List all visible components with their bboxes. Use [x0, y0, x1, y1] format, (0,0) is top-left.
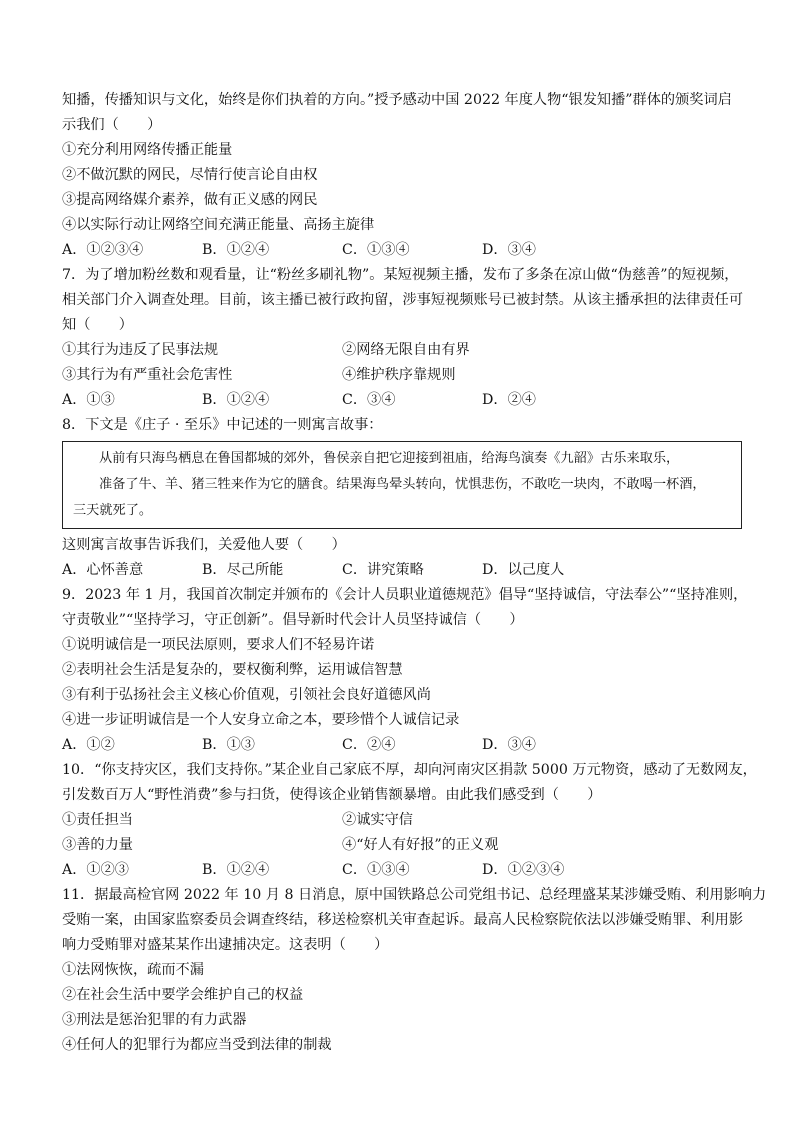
q10-item: ③善的力量: [62, 837, 133, 853]
q7-item: ②网络无限自由有界: [342, 342, 470, 358]
q9-options: [62, 733, 742, 758]
q9-option-d: D．③④: [482, 737, 536, 753]
q7-item: ③其行为有严重社会危害性: [62, 367, 233, 383]
q6-option-c: C．①③④: [342, 242, 410, 258]
q10-item: ④“好人有好报”的正义观: [342, 837, 499, 853]
q10-option-b: B．①②④: [202, 862, 270, 878]
q7-item-row: [62, 363, 742, 388]
q10-item-row: [62, 833, 742, 858]
q6-item: ③提高网络媒介素养，做有正义感的网民: [62, 192, 318, 208]
q7-option-a: A．①③: [62, 392, 115, 408]
q7-item-row: [62, 338, 742, 363]
q11-item: ①法网恢恢，疏而不漏: [62, 962, 204, 978]
q8-option-d: D．以己度人: [482, 562, 565, 578]
q6-item: ①充分利用网络传播正能量: [62, 142, 233, 158]
q8-options: [62, 558, 742, 583]
q8-story-line: 三天就死了。: [73, 503, 153, 518]
q7-stem-line: 7．为了增加粉丝数和观看量，让“粉丝多刷礼物”。某短视频主播，发布了多条在凉山做“伪慈善”的短视频，: [62, 267, 739, 283]
q10-stem-line: 10．“你支持灾区，我们支持你。”某企业自己家底不厚，却向河南灾区捐款 5000 万元物资，感动了无数网友，: [62, 762, 757, 778]
q7-option-b: B．①②④: [202, 392, 270, 408]
q9-stem-line: 守责敬业”“坚持学习，守正创新”。倡导新时代会计人员坚持诚信（ ）: [62, 612, 524, 628]
q7-option-c: C．③④: [342, 392, 396, 408]
q9-item: ④进一步证明诚信是一个人安身立命之本，要珍惜个人诚信记录: [62, 712, 460, 728]
q6-stem-line: 示我们（ ）: [62, 117, 162, 133]
q9-option-c: C．②④: [342, 737, 396, 753]
q6-option-b: B．①②④: [202, 242, 270, 258]
q10-options: [62, 858, 742, 883]
q7-stem-line: 相关部门介入调查处理。目前，该主播已被行政拘留，涉事短视频账号已被封禁。从该主播承担的法律责任可: [62, 292, 744, 308]
q9-item: ③有利于弘扬社会主义核心价值观，引领社会良好道德风尚: [62, 687, 431, 703]
q7-item: ④维护秩序靠规则: [342, 367, 456, 383]
q8-stem: 8．下文是《庄子 · 至乐》中记述的一则寓言故事：: [62, 417, 383, 433]
q8-story-line: 准备了牛、羊、猪三牲来作为它的膳食。结果海鸟晕头转向，忧惧悲伤，不敢吃一块肉，不敢喝一杯酒，: [99, 477, 706, 492]
q9-option-a: A．①②: [62, 737, 115, 753]
q6-item: ②不做沉默的网民，尽情行使言论自由权: [62, 167, 318, 183]
q8-story-box: [62, 441, 742, 529]
q10-item: ②诚实守信: [342, 812, 413, 828]
q10-option-c: C．①③④: [342, 862, 410, 878]
q7-stem-line: 知（ ）: [62, 317, 133, 333]
q11-item: ③刑法是惩治犯罪的有力武器: [62, 1012, 247, 1028]
q7-item: ①其行为违反了民事法规: [62, 342, 219, 358]
q6-option-a: A．①②③④: [62, 242, 144, 258]
q6-stem-line: 知播，传播知识与文化，始终是你们执着的方向。”授予感动中国 2022 年度人物“银发知播”群体的颁奖词启: [62, 92, 732, 108]
q7-options: [62, 388, 742, 413]
q10-option-a: A．①②③: [62, 862, 129, 878]
q9-item: ②表明社会生活是复杂的，要权衡利弊，运用诚信智慧: [62, 662, 403, 678]
q8-option-b: B．尽己所能: [202, 562, 284, 578]
q10-option-d: D．①②③④: [482, 862, 565, 878]
q9-item: ①说明诚信是一项民法原则，要求人们不轻易许诺: [62, 637, 375, 653]
q11-stem-line: 响力受贿罪对盛某某作出逮捕决定。这表明（ ）: [62, 937, 389, 953]
q6-item: ④以实际行动让网络空间充满正能量、高扬主旋律: [62, 217, 375, 233]
q10-item-row: [62, 808, 742, 833]
q11-item: ②在社会生活中要学会维护自己的权益: [62, 987, 304, 1003]
q8-question: 这则寓言故事告诉我们，关爱他人要（ ）: [62, 537, 346, 553]
q10-stem-line: 引发数百万人“野性消费”参与扫货，使得该企业销售额暴增。由此我们感受到（ ）: [62, 787, 602, 803]
exam-page: [62, 88, 767, 1058]
q9-option-b: B．①③: [202, 737, 255, 753]
q6-option-d: D．③④: [482, 242, 536, 258]
q7-option-d: D．②④: [482, 392, 536, 408]
q11-stem-line: 受贿一案，由国家监察委员会调查终结，移送检察机关审查起诉。最高人民检察院依法以涉嫌受贿罪、利用影: [62, 912, 744, 928]
q10-item: ①责任担当: [62, 812, 133, 828]
q8-option-c: C．讲究策略: [342, 562, 424, 578]
q6-options: [62, 238, 742, 263]
q9-stem-line: 9．2023 年 1 月，我国首次制定并颁布的《会计人员职业道德规范》倡导“坚持诚信，守法奉公”“坚持准则，: [62, 587, 748, 603]
q8-option-a: A．心怀善意: [62, 562, 144, 578]
q11-stem-line: 11．据最高检官网 2022 年 10 月 8 日消息，原中国铁路总公司党组书记、总经理盛某某涉嫌受贿、利用影响力: [62, 887, 767, 903]
q8-story-line: 从前有只海鸟栖息在鲁国都城的郊外，鲁侯亲自把它迎接到祖庙，给海鸟演奏《九韶》古乐来取乐，: [99, 451, 680, 466]
q11-item: ④任何人的犯罪行为都应当受到法律的制裁: [62, 1037, 332, 1053]
